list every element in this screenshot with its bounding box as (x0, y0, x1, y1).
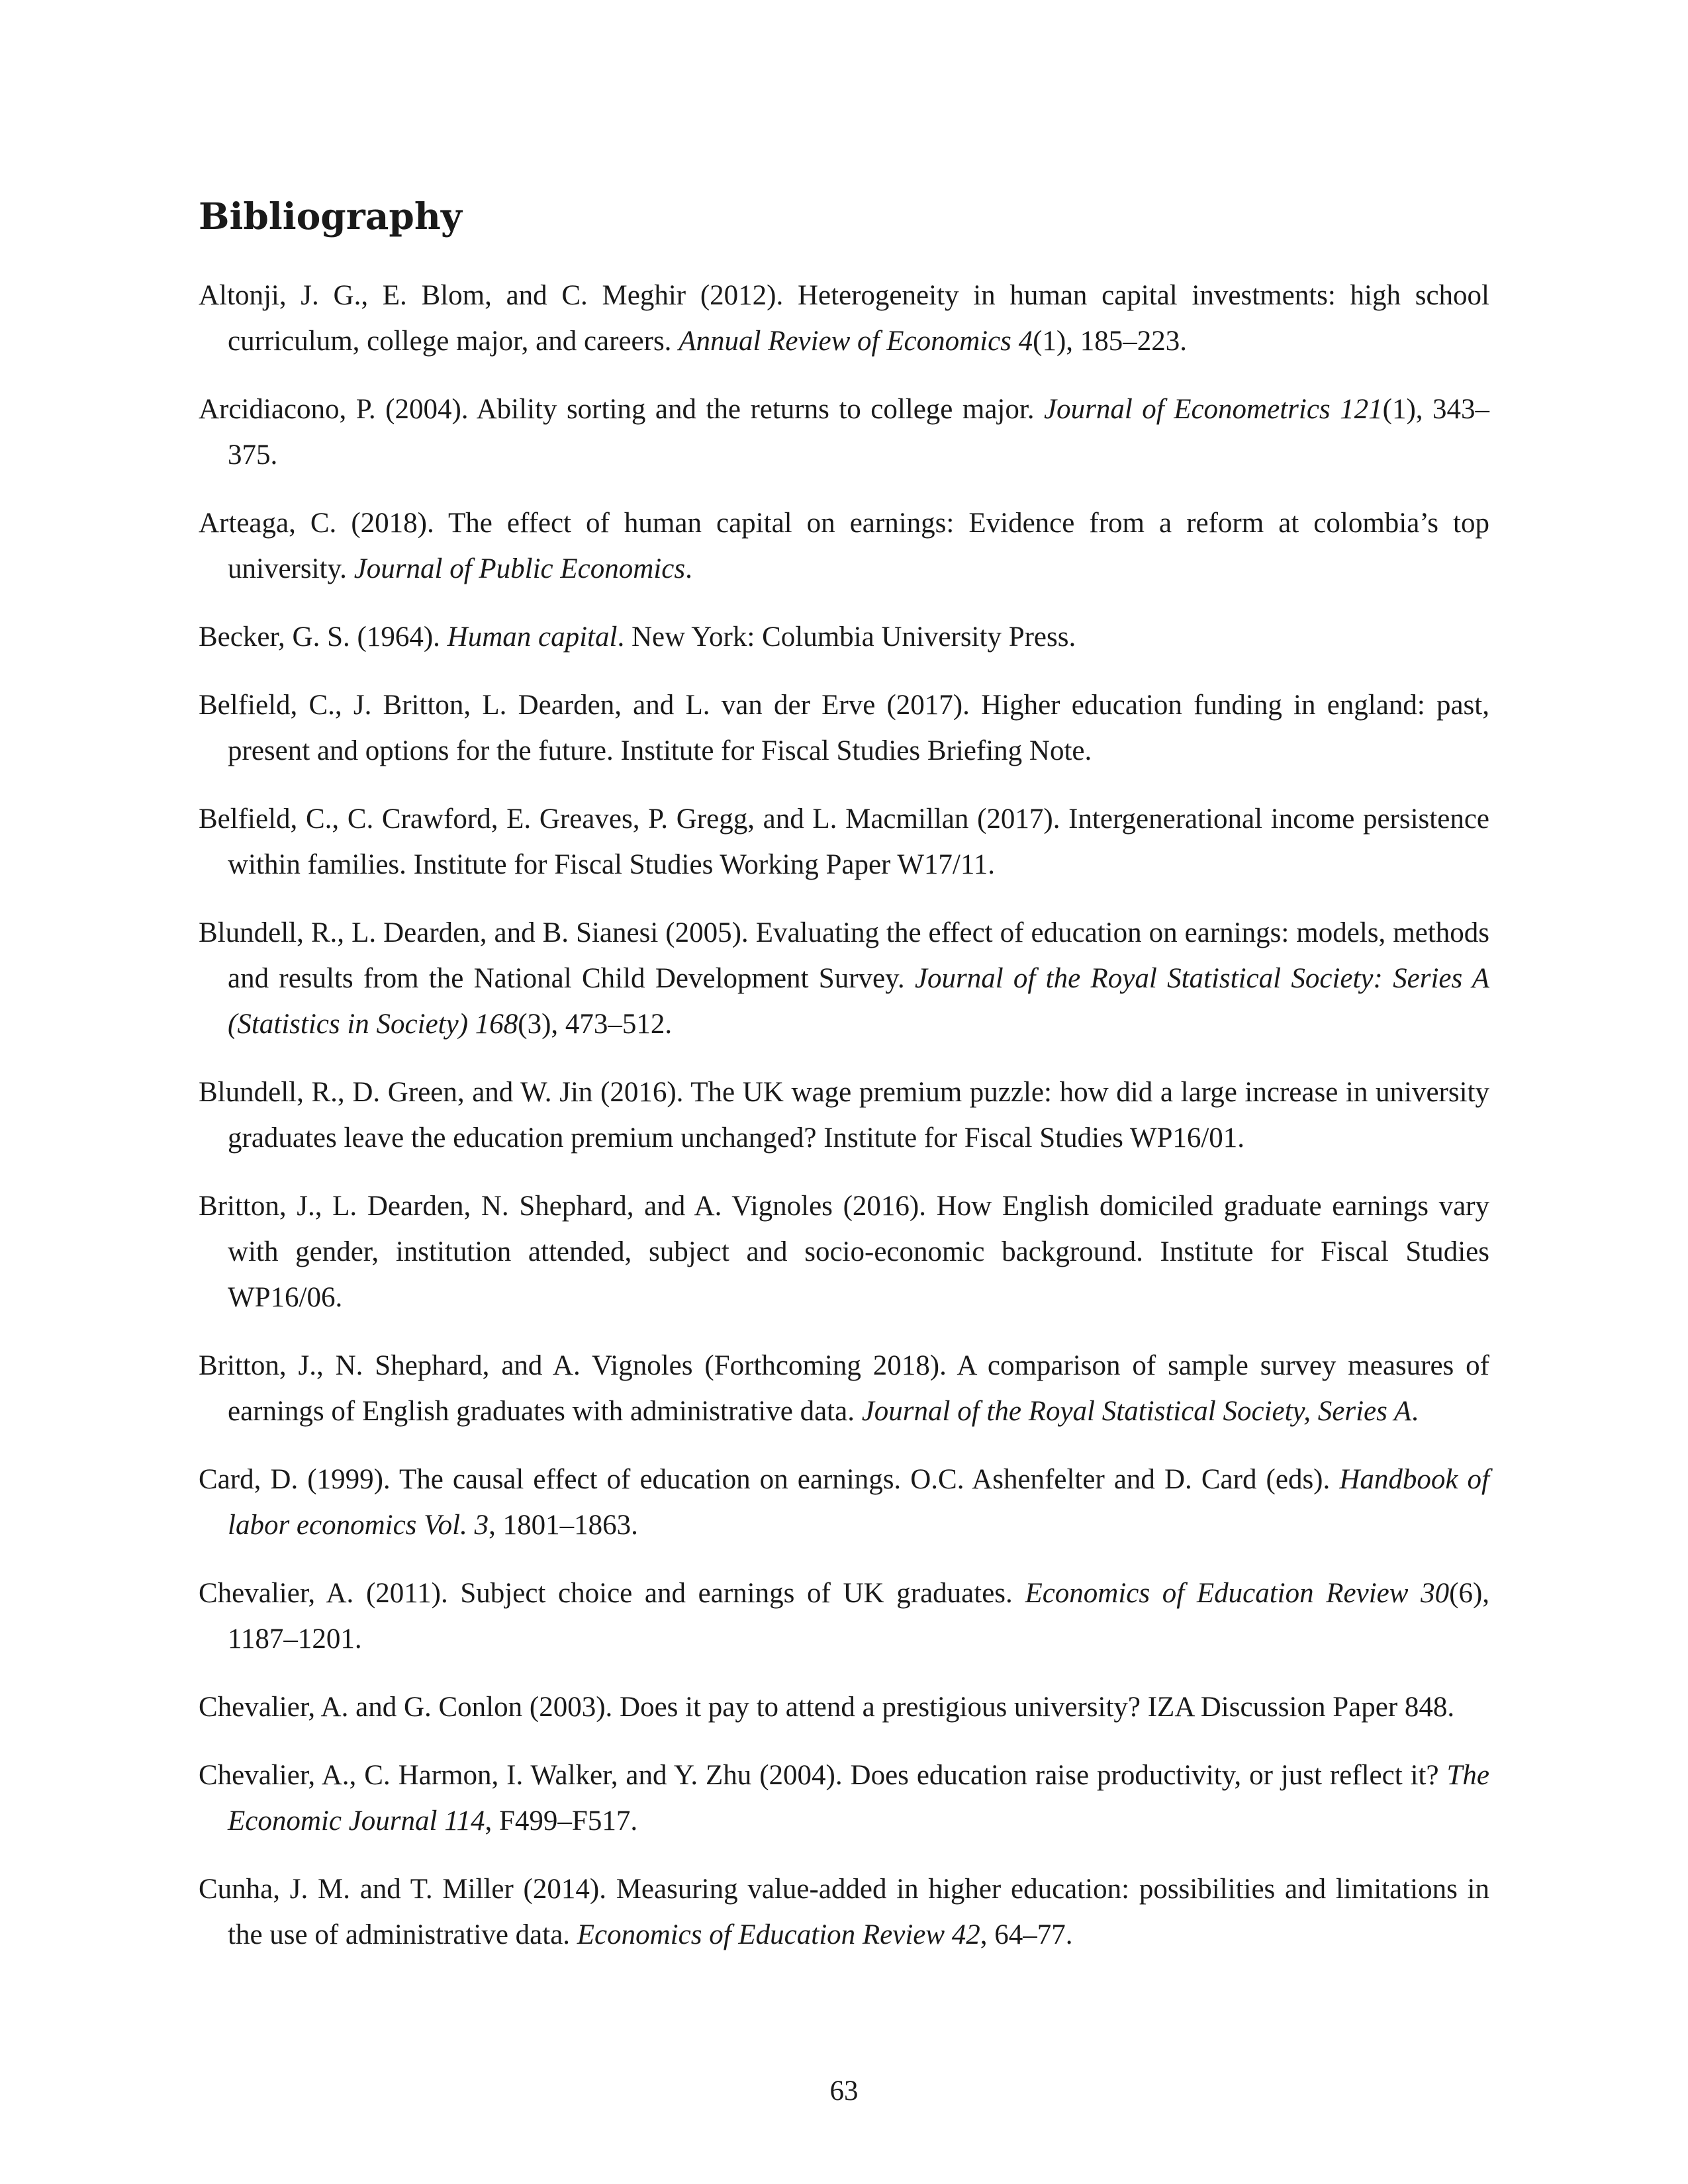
reference-details: , F499–F517. (485, 1805, 638, 1837)
reference-details: (3), 473–512. (518, 1009, 673, 1040)
reference-item (199, 910, 1489, 1047)
reference-details: . (685, 553, 692, 584)
reference-details: . New York: Columbia University Press. (617, 621, 1076, 653)
reference-item (199, 500, 1489, 592)
reference-venue: Journal of Public Economics (353, 553, 686, 584)
reference-item (199, 614, 1489, 660)
reference-details: , 1801–1863. (489, 1510, 638, 1541)
reference-item (199, 1457, 1489, 1548)
reference-venue: Journal of Econometrics 121 (1044, 394, 1383, 425)
reference-item (199, 1866, 1489, 1958)
reference-item (199, 1752, 1489, 1844)
reference-text: Chevalier, A. (2011). Subject choice and earnings of UK graduates. (199, 1578, 1025, 1609)
reference-venue: Handbook of labor economics Vol. 3 (228, 1464, 1489, 1541)
reference-text: Britton, J., N. Shephard, and A. Vignoles (Forthcoming 2018). A comparison of sample survey measures of earnings of English graduates with administrative data. (199, 1350, 1489, 1427)
reference-text: Arcidiacono, P. (2004). Ability sorting and the returns to college major. (199, 394, 1045, 425)
reference-venue: Annual Review of Economics 4 (679, 326, 1033, 357)
reference-text: Blundell, R., D. Green, and W. Jin (2016). The UK wage premium puzzle: how did a large increase in university graduates leave the education premium unchanged? Institute for Fiscal Studies WP16/01. (199, 1077, 1489, 1154)
reference-item (199, 1183, 1489, 1320)
reference-text: Altonji, J. G., E. Blom, and C. Meghir (2012). Heterogeneity in human capital investments: high school curriculum, college major, and careers. (199, 280, 1489, 357)
reference-text: Cunha, J. M. and T. Miller (2014). Measuring value-added in higher education: possibilities and limitations in the use of administrative data. (199, 1874, 1489, 1950)
reference-text: Arteaga, C. (2018). The effect of human capital on earnings: Evidence from a reform at colombia’s top university. (199, 508, 1489, 584)
reference-item (199, 796, 1489, 887)
reference-details: (1), 185–223. (1033, 326, 1188, 357)
reference-venue: Economics of Education Review 42 (577, 1919, 980, 1950)
reference-item (199, 1570, 1489, 1662)
reference-text: Chevalier, A. and G. Conlon (2003). Does it pay to attend a prestigious university? IZA Discussion Paper 848. (199, 1692, 1455, 1723)
reference-item (199, 1684, 1489, 1730)
reference-item (199, 1069, 1489, 1161)
reference-text: Chevalier, A., C. Harmon, I. Walker, and Y. Zhu (2004). Does education raise productivity, or just reflect it? (199, 1760, 1447, 1791)
reference-item (199, 1343, 1489, 1434)
reference-item (199, 273, 1489, 364)
reference-text: Britton, J., L. Dearden, N. Shephard, and A. Vignoles (2016). How English domiciled graduate earnings vary with gender, institution attended, subject and socio-economic background. Institute for Fiscal Studies WP16/06. (199, 1191, 1489, 1313)
reference-venue: Journal of the Royal Statistical Society: Series A (Statistics in Society) 168 (228, 963, 1489, 1040)
reference-text: Belfield, C., J. Britton, L. Dearden, and L. van der Erve (2017). Higher education funding in england: past, present and options for the future. Institute for Fiscal Studies Briefing Note. (199, 690, 1489, 766)
reference-text: Becker, G. S. (1964). (199, 621, 447, 653)
reference-details: (1), 343–375. (228, 394, 1489, 471)
reference-venue: Journal of the Royal Statistical Society, Series A (861, 1396, 1412, 1427)
reference-details: , 64–77. (980, 1919, 1073, 1950)
reference-details: (6), 1187–1201. (228, 1578, 1490, 1655)
reference-list (199, 273, 1489, 1980)
reference-text: Belfield, C., C. Crawford, E. Greaves, P. Gregg, and L. Macmillan (2017). Intergenerational income persistence within families. Institute for Fiscal Studies Working Paper W17/11. (199, 803, 1489, 880)
reference-item (199, 682, 1489, 774)
page-title: Bibliography (199, 195, 462, 238)
reference-venue: The Economic Journal 114 (228, 1760, 1489, 1837)
reference-venue: Human capital (447, 621, 618, 653)
reference-details: . (1411, 1396, 1419, 1427)
page-number: 63 (829, 2075, 859, 2107)
reference-text: Blundell, R., L. Dearden, and B. Sianesi (2005). Evaluating the effect of education on earnings: models, methods and results from the National Child Development Survey. (199, 917, 1489, 994)
reference-item (199, 387, 1489, 478)
reference-text: Card, D. (1999). The causal effect of education on earnings. O.C. Ashenfelter and D. Card (eds). (199, 1464, 1340, 1495)
reference-venue: Economics of Education Review 30 (1025, 1578, 1450, 1609)
